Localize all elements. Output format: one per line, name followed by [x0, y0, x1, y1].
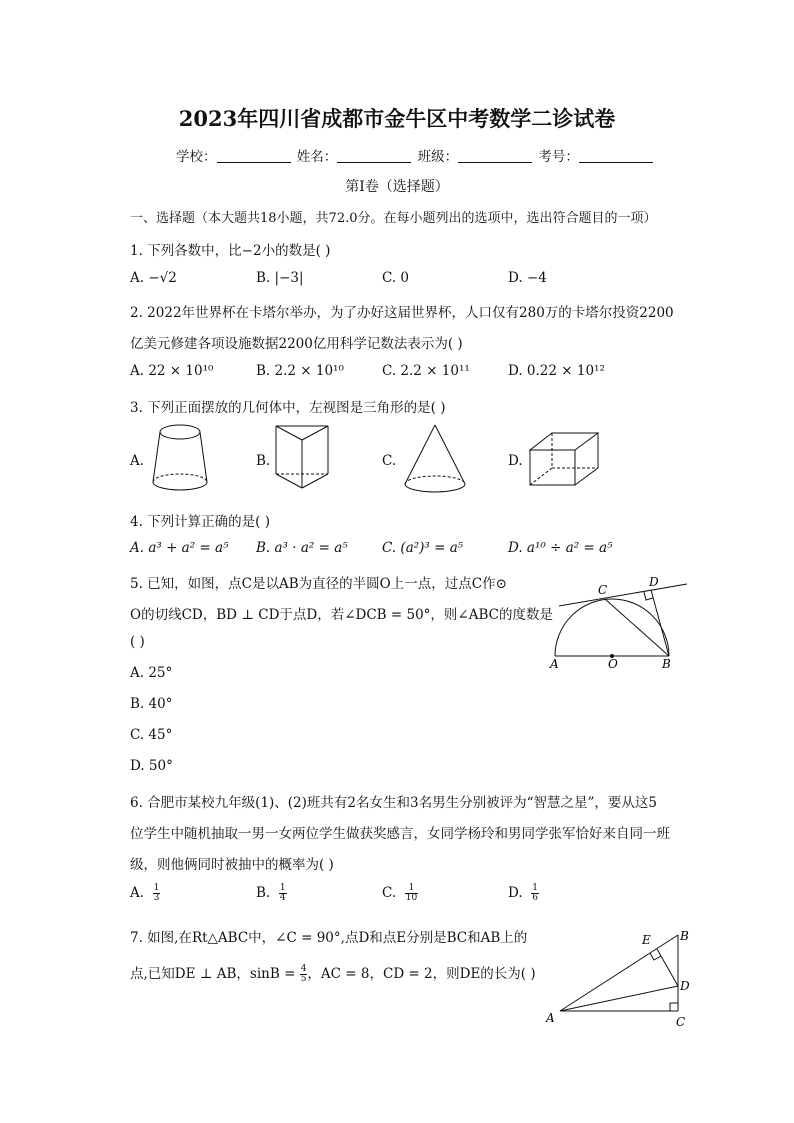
label-c: C [598, 583, 608, 597]
question-2-stem-line-2: 亿美元修建各项设施数据2200亿用科学记数法表示为( ) [130, 336, 463, 352]
label-b7: B [680, 929, 689, 943]
question-4-stem: 4. 下列计算正确的是( ) [130, 514, 270, 530]
q6-option-a[interactable] [130, 884, 160, 903]
question-5-stem-line-1: 5. 已知，如图，点C是以AB为直径的半圆O上一点，过点C作⊙ [130, 576, 507, 592]
q4-option-c[interactable]: C. (a²)³ = a⁵ [382, 540, 464, 556]
q2-option-d[interactable]: D. 0.22 × 10¹² [508, 363, 605, 379]
exam-no-blank[interactable] [579, 148, 653, 163]
question-3-stem: 3. 下列正面摆放的几何体中，左视图是三角形的是( ) [130, 400, 446, 416]
q6-option-d-letter: D. [508, 885, 523, 901]
q7-text-a: 点,已知DE ⊥ AB，sinB = [130, 966, 300, 982]
q3-option-d[interactable]: D. [508, 453, 523, 469]
q1-option-b[interactable]: B. |−3| [256, 270, 304, 286]
q3-option-a[interactable]: A. [130, 453, 145, 469]
q6-option-a-letter: A. [130, 885, 145, 901]
q1-option-d[interactable]: D. −4 [508, 270, 547, 286]
question-2-stem-line-1: 2. 2022年世界杯在卡塔尔举办，为了办好这届世界杯，人口仅有280万的卡塔尔投资2200 [130, 305, 674, 321]
q5-option-d[interactable]: D. 50° [130, 758, 173, 774]
label-c7: C [676, 1015, 686, 1029]
q6-option-d-fraction: $\frac{1}{6}$ [532, 883, 538, 903]
exam-no-label: 考号： [538, 149, 579, 165]
name-label: 姓名： [296, 149, 338, 165]
triangular-prism-figure [272, 422, 342, 494]
label-a7: A [546, 1011, 555, 1025]
question-6-stem-line-3: 级，则他俩同时被抽中的概率为( ) [130, 857, 334, 873]
semicircle-tangent-figure [545, 572, 695, 672]
question-5-stem-line-3: ( ) [130, 634, 145, 650]
name-blank[interactable] [337, 148, 411, 163]
cone-figure [400, 422, 470, 496]
q6-option-b[interactable] [256, 884, 287, 903]
label-d7: D [680, 979, 690, 993]
q5-option-a[interactable]: A. 25° [130, 665, 173, 681]
frustum-figure [148, 422, 212, 494]
label-b: B [662, 657, 671, 671]
q7-text-b: ，AC = 8，CD = 2，则DE的长为( ) [307, 966, 536, 982]
q4-option-d[interactable]: D. a¹⁰ ÷ a² = a⁵ [508, 540, 613, 556]
section-title: 一、选择题（本大题共18小题，共72.0分。在每小题列出的选项中，选出符合题目的一项） [130, 211, 657, 226]
label-a: A [550, 657, 559, 671]
label-o: O [608, 657, 618, 671]
q3-option-b[interactable]: B. [256, 453, 271, 469]
q6-option-c-letter: C. [382, 885, 397, 901]
question-7-stem-line-1: 7. 如图,在Rt△ABC中，∠C = 90°,点D和点E分别是BC和AB上的 [130, 930, 528, 946]
q4-option-b[interactable]: B. a³ · a² = a⁵ [256, 540, 348, 556]
rectangular-prism-figure [525, 428, 605, 490]
q6-option-b-fraction: $\frac{1}{4}$ [279, 883, 286, 903]
question-6-stem-line-2: 位学生中随机抽取一男一女两位学生做获奖感言，女同学杨玲和男同学张军恰好来自同一班 [130, 826, 670, 842]
q6-option-c-fraction: $\frac{1}{10}$ [405, 883, 418, 903]
q4-option-a[interactable]: A. a³ + a² = a⁵ [130, 540, 229, 556]
part-title: 第Ⅰ卷（选择题） [345, 179, 449, 195]
class-blank[interactable] [458, 148, 532, 163]
school-blank[interactable] [217, 148, 291, 163]
q1-option-a[interactable]: A. −√2 [130, 270, 177, 286]
q1-option-c[interactable]: C. 0 [382, 270, 410, 286]
label-d: D [649, 575, 659, 589]
question-5-stem-line-2: O的切线CD，BD ⊥ CD于点D，若∠DCB = 50°，则∠ABC的度数是 [130, 607, 553, 623]
student-info-line [176, 145, 655, 165]
q2-option-b[interactable]: B. 2.2 × 10¹⁰ [256, 363, 344, 379]
question-6-stem-line-1: 6. 合肥市某校九年级(1)、(2)班共有2名女生和3名男生分别被评为“智慧之星”，要从这5 [130, 795, 657, 811]
exam-title: 2023年四川省成都市金牛区中考数学二诊试卷 [178, 106, 616, 131]
q6-option-a-fraction: $\frac{1}{3}$ [153, 883, 160, 903]
q2-option-a[interactable]: A. 22 × 10¹⁰ [130, 363, 214, 379]
q5-option-c[interactable]: C. 45° [130, 727, 173, 743]
class-label: 班级： [417, 149, 459, 165]
question-1-stem: 1. 下列各数中，比−2小的数是( ) [130, 243, 331, 259]
sinb-fraction: $\frac{4}{5}$ [300, 964, 307, 984]
q6-option-c[interactable] [382, 884, 418, 903]
q6-option-b-letter: B. [256, 885, 271, 901]
q5-option-b[interactable]: B. 40° [130, 696, 173, 712]
question-7-stem-line-2 [130, 962, 536, 984]
q6-option-d[interactable] [508, 884, 539, 903]
right-triangle-figure [540, 922, 700, 1032]
q3-option-c[interactable]: C. [382, 453, 397, 469]
q2-option-c[interactable]: C. 2.2 × 10¹¹ [382, 363, 470, 379]
label-e: E [642, 933, 651, 947]
school-label: 学校： [176, 149, 217, 165]
